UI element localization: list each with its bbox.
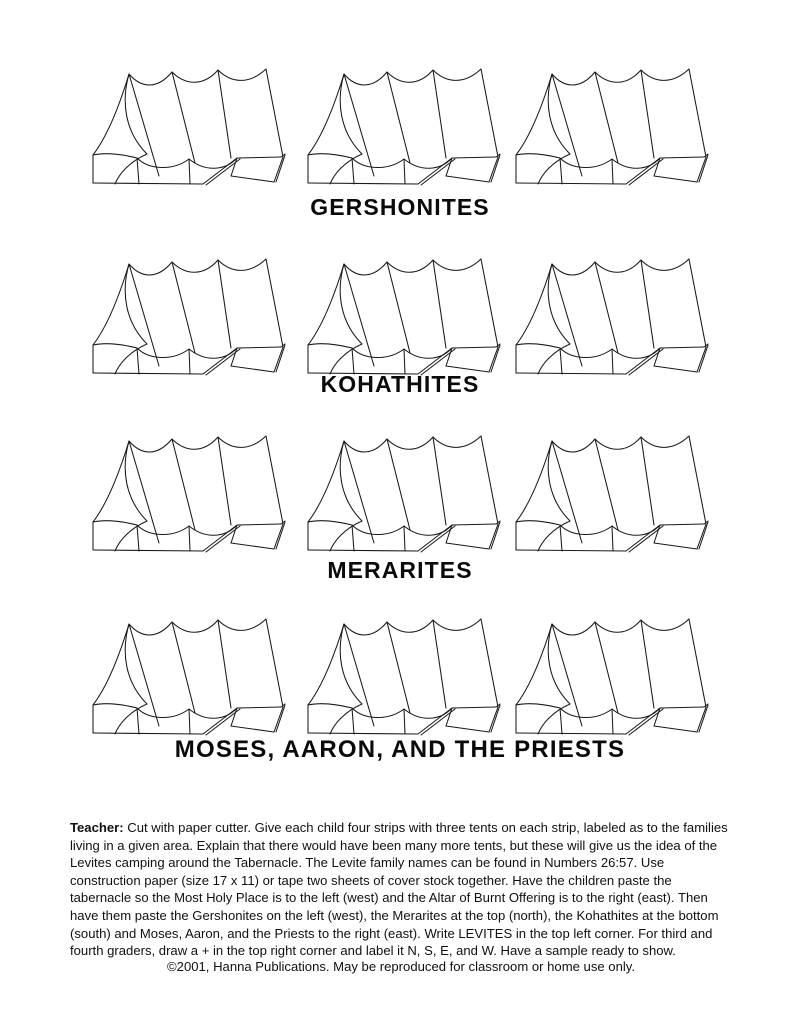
- copyright-line: ©2001, Hanna Publications. May be reproduced for classroom or home use only.: [167, 959, 635, 975]
- tent-group: [300, 608, 515, 740]
- tent-row-moses-aaron-priests: [0, 608, 800, 740]
- tent-group: [85, 608, 300, 740]
- tent-group: [508, 608, 723, 740]
- tent-group: [508, 58, 723, 190]
- tent-group: [508, 425, 723, 557]
- tent-row-kohathites: [0, 248, 800, 380]
- teacher-instructions: [70, 819, 732, 960]
- tent-group: [300, 58, 515, 190]
- family-label-kohathites: KOHATHITES: [320, 371, 480, 397]
- family-label-merarites: MERARITES: [327, 557, 473, 583]
- tent-group: [85, 58, 300, 190]
- tent-group: [85, 248, 300, 380]
- family-label-moses-aaron-priests: MOSES, AARON, AND THE PRIESTS: [174, 736, 626, 763]
- family-label-gershonites: GERSHONITES: [310, 194, 490, 220]
- tent-group: [300, 425, 515, 557]
- tent-group: [85, 425, 300, 557]
- tent-group: [508, 248, 723, 380]
- teacher-body: Cut with paper cutter. Give each child four strips with three tents on each strip, labeled as to the families living in a given area. Explain that there would have been many more tents, but these will give us the idea of the Levites camping around the Tabernacle. The Levite family names can be found in Numbers 26:57. Use construction paper (size 17 x 11) or tape two sheets of cover stock together. Have the children paste the tabernacle so the Most Holy Place is to the left (west) and the Altar of Burnt Offering is to the right (east). Then have them paste the Gershonites on the left (west), the Merarites at the top (north), the Kohathites at the bottom (south) and Moses, Aaron, and the Priests to the right (east). Write LEVITES in the top left corner. For third and fourth graders, draw a + in the top right corner and label it N, S, E, and W. Have a sample ready to show.: [70, 820, 728, 959]
- tent-row-merarites: [0, 425, 800, 557]
- teacher-label: Teacher:: [70, 820, 124, 836]
- tent-group: [300, 248, 515, 380]
- tent-row-gershonites: [0, 58, 800, 190]
